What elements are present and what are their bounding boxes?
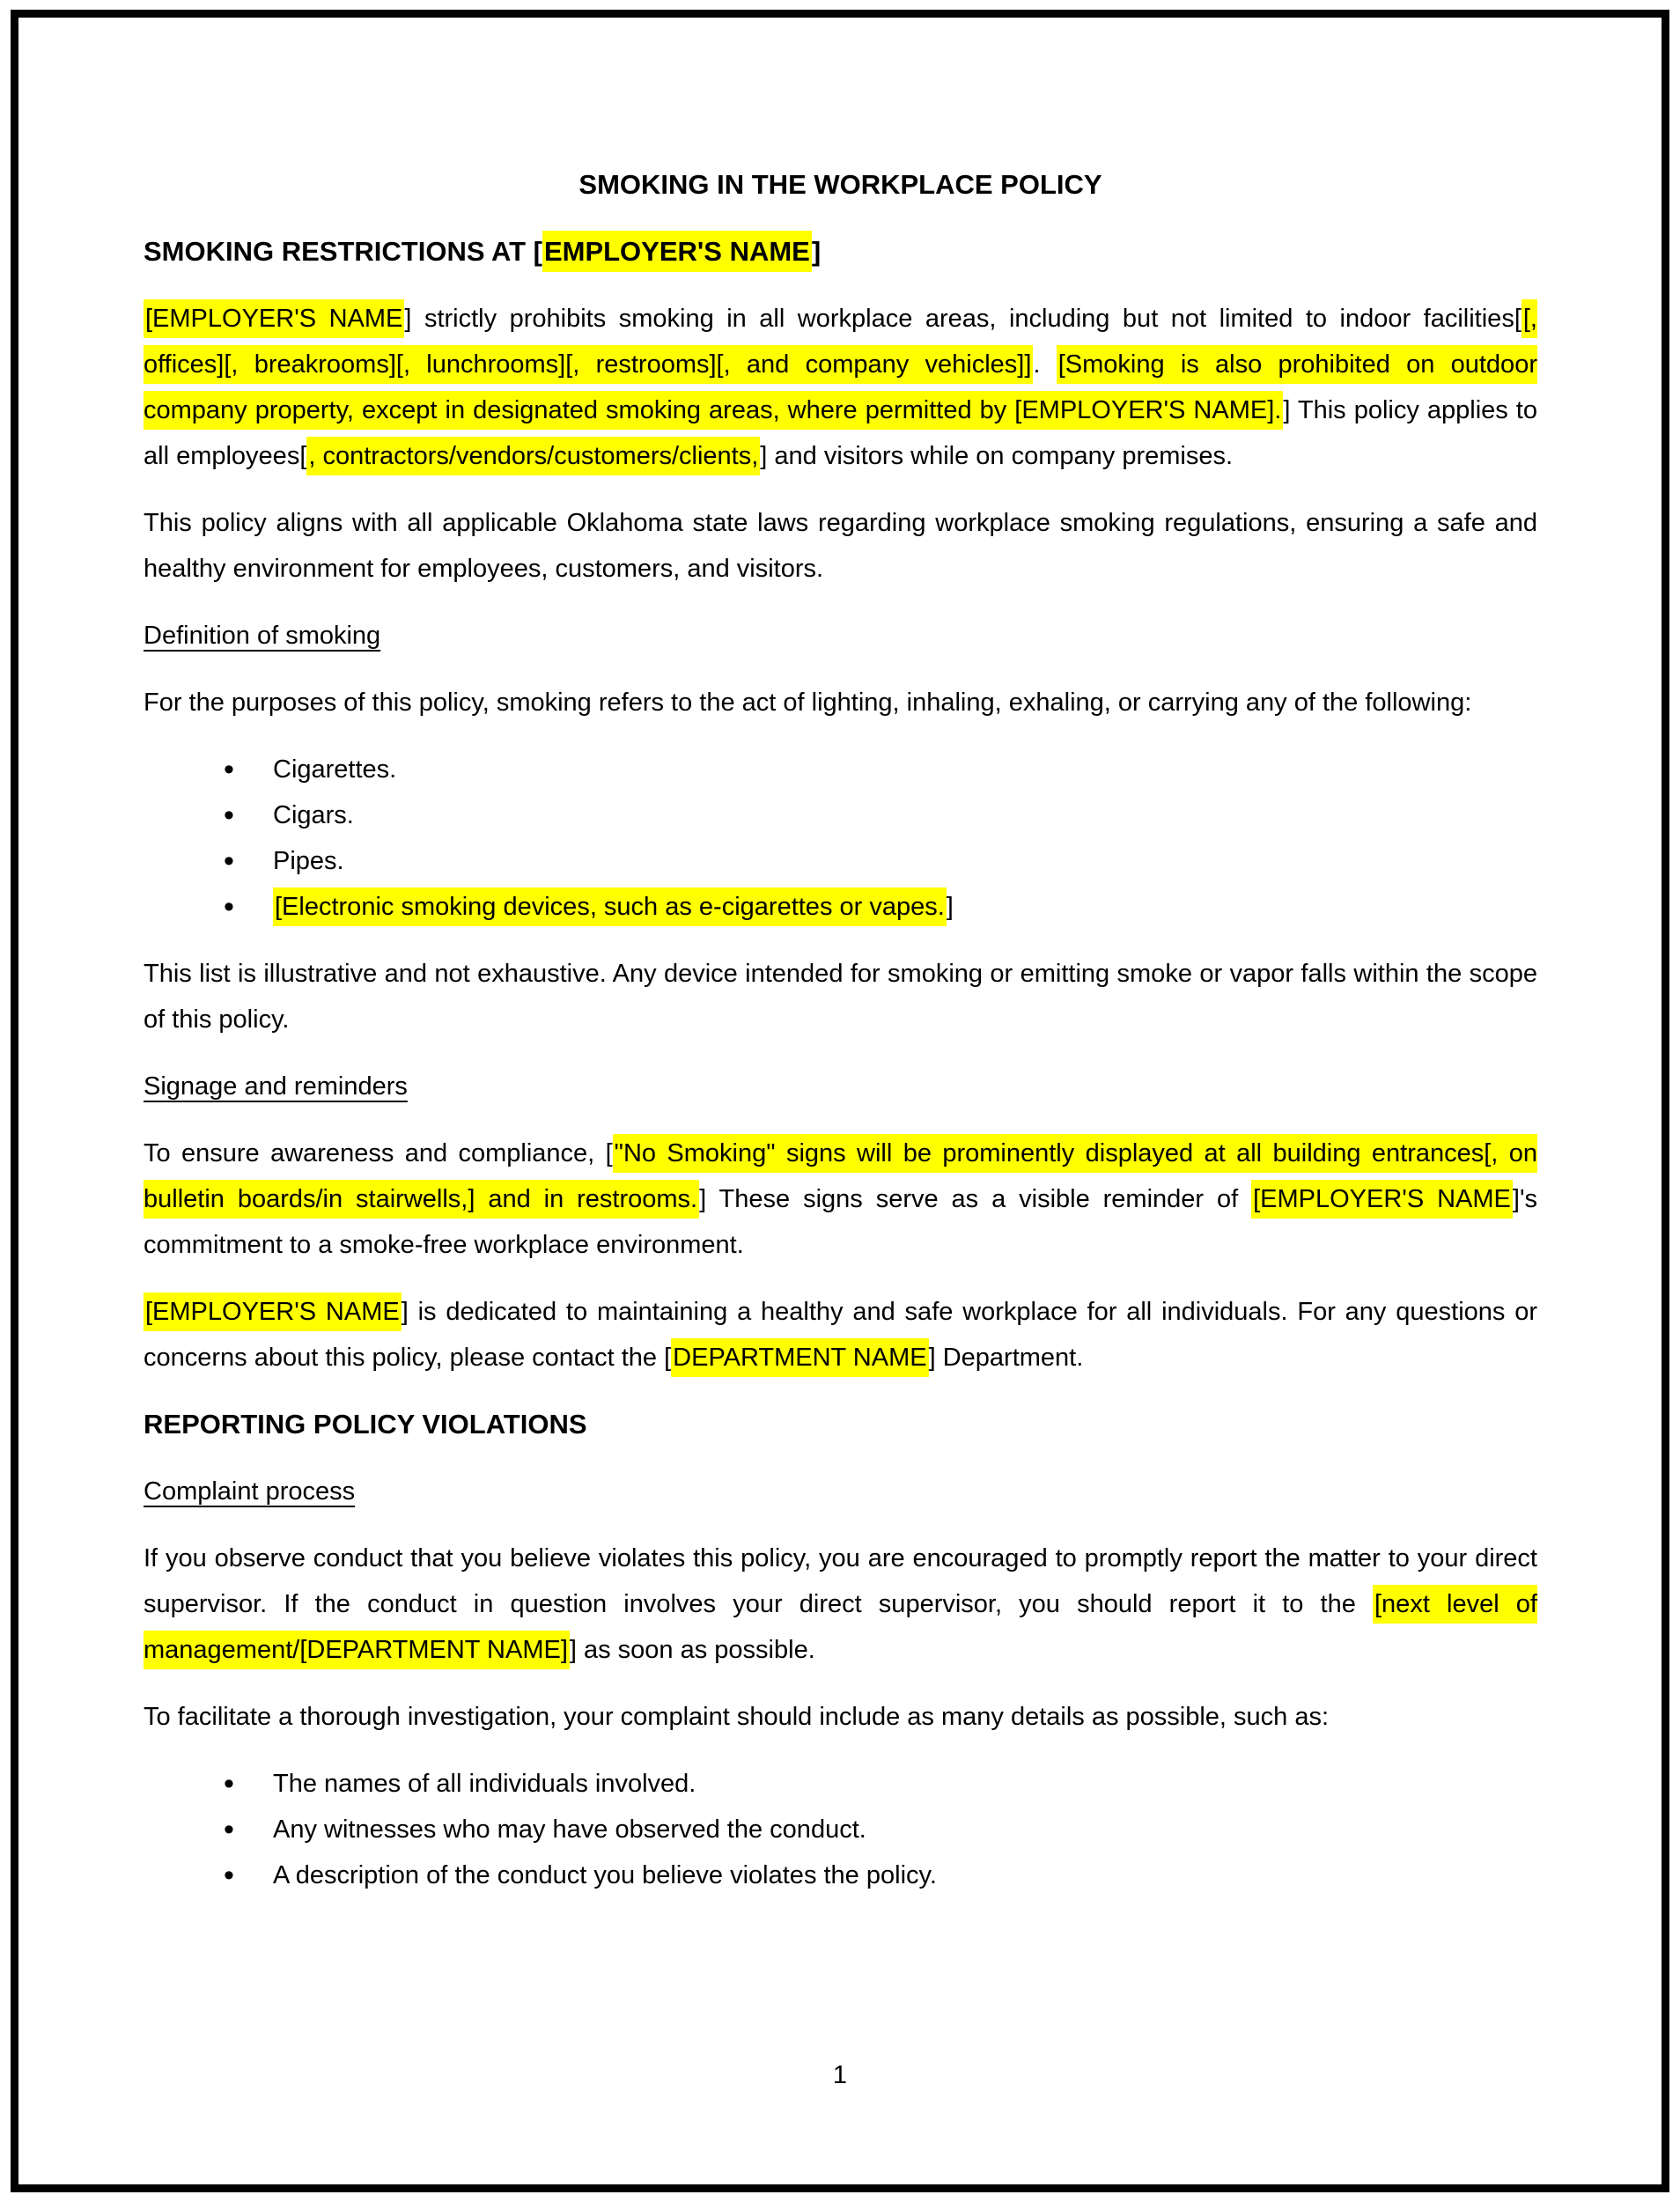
text-run: For the purposes of this policy, smoking refers to the act of lighting, inhaling, exhaling, or carrying any of the following: [144,689,1472,717]
text-run: Definition of smoking [144,622,381,650]
paragraph [144,296,1537,479]
text-run: A description of the conduct you believe violates the policy. [273,1861,937,1889]
paragraph [144,1536,1537,1673]
text-run: SMOKING RESTRICTIONS AT [ [144,236,542,267]
bullet-item [273,884,1537,930]
section-heading [144,229,1537,275]
text-run: Pipes. [273,847,344,875]
highlighted-text: "No Smoking" signs will be prominently displayed at all building entrances[, on bulletin boards/in stairwells,] and in restrooms. [144,1134,1537,1219]
bullet-item [273,792,1537,838]
bullet-list [144,747,1537,930]
text-run: ] as soon as possible. [569,1636,815,1664]
highlighted-text: [Smoking is also prohibited on outdoor company property, except in designated smoking areas, where permitted by [EMPLOYER'S NAME]. [144,345,1537,430]
paragraph [144,1694,1537,1740]
text-run: ] Department. [928,1344,1084,1372]
text-run: ]'s commitment to a smoke-free workplace environment. [144,1185,1537,1259]
page-number: 1 [832,2061,848,2089]
document-body [144,229,1537,1898]
bullet-list [144,1761,1537,1898]
paragraph [144,680,1537,725]
text-run: Any witnesses who may have observed the conduct. [273,1815,866,1844]
text-run: ] and visitors while on company premises. [760,442,1234,470]
text-run: This list is illustrative and not exhaustive. Any device intended for smoking or emitting smoke or vapor falls within the scope of this policy. [144,960,1537,1034]
text-run: ] strictly prohibits smoking in all workplace areas, including but not limited to indoor facilities[ [404,305,1522,333]
highlighted-text: [Electronic smoking devices, such as e-cigarettes or vapes. [273,887,947,926]
highlighted-text: [, offices][, breakrooms][, lunchrooms][, restrooms][, and company vehicles]] [144,299,1537,384]
text-run: The names of all individuals involved. [273,1770,696,1798]
highlighted-text: [next level of management/[DEPARTMENT NAME] [144,1585,1537,1669]
section-heading [144,1402,1537,1447]
text-run: ] is dedicated to maintaining a healthy and safe workplace for all individuals. For any questions or concerns about this policy, please contact the [ [144,1298,1538,1372]
document-title: SMOKING IN THE WORKPLACE POLICY [578,169,1102,200]
highlighted-text: DEPARTMENT NAME [671,1338,928,1377]
bullet-item [273,1852,1537,1898]
paragraph [144,1289,1537,1381]
text-run: Cigars. [273,801,354,829]
text-run: To ensure awareness and compliance, [ [144,1139,613,1167]
text-run: . [1033,350,1057,379]
text-run: To facilitate a thorough investigation, your complaint should include as many details as possible, such as: [144,1703,1330,1731]
paragraph [144,1130,1537,1268]
highlighted-text: , contractors/vendors/customers/clients, [306,437,760,475]
text-run: ] [946,893,954,921]
highlighted-text: [EMPLOYER'S NAME [144,1292,402,1331]
text-run: ] [811,236,822,267]
document-content [144,162,1537,1919]
highlighted-text: [EMPLOYER'S NAME [1251,1180,1513,1219]
text-run: This policy aligns with all applicable Oklahoma state laws regarding workplace smoking regulations, ensuring a safe and healthy environment for employees, customers, and visitors. [144,509,1537,583]
text-run: Cigarettes. [273,755,397,784]
text-run: If you observe conduct that you believe violates this policy, you are encouraged to promptly report the matter to your direct supervisor. If the conduct in question involves your direct supervisor, you should report it to the [144,1544,1537,1618]
paragraph [144,500,1537,592]
bullet-item [273,1761,1537,1807]
text-run: ] These signs serve as a visible reminder of [699,1185,1252,1213]
highlighted-text: EMPLOYER'S NAME [542,231,812,272]
text-run: ] This policy applies to all employees[ [144,396,1537,470]
bullet-item [273,747,1537,792]
bullet-item [273,1807,1537,1852]
highlighted-text: [EMPLOYER'S NAME [144,299,404,338]
text-run: REPORTING POLICY VIOLATIONS [144,1409,587,1440]
text-run: Complaint process [144,1477,356,1506]
text-run: Signage and reminders [144,1072,408,1101]
underlined-subheading [144,613,1537,659]
paragraph [144,951,1537,1042]
underlined-subheading [144,1064,1537,1109]
underlined-subheading [144,1469,1537,1514]
bullet-item [273,838,1537,884]
